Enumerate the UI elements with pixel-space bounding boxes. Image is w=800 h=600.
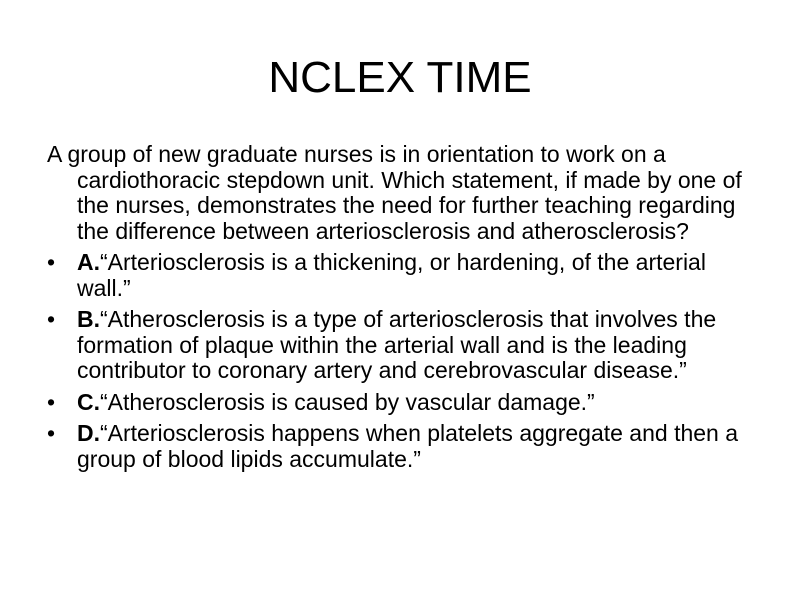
option-letter: D.	[77, 420, 100, 446]
answer-options	[47, 250, 747, 472]
slide-body	[47, 142, 747, 478]
question-text: A group of new graduate nurses is in orientation to work on a cardiothoracic stepdown unit. Which statement, if made by one of the nurses, demonstrates the need for further teaching regarding the difference between arteriosclerosis and atherosclerosis?	[47, 141, 742, 244]
option-text: “Arteriosclerosis is a thickening, or hardening, of the arterial wall.”	[77, 249, 706, 301]
answer-option-b	[47, 307, 747, 384]
option-letter: A.	[77, 249, 100, 275]
option-text: “Atherosclerosis is a type of arteriosclerosis that involves the formation of plaque within the arterial wall and is the leading contributor to coronary artery and cerebrovascular disease.”	[77, 306, 717, 383]
option-letter: B.	[77, 306, 100, 332]
answer-option-d	[47, 421, 747, 472]
slide-title: NCLEX TIME	[268, 53, 532, 102]
option-text: “Arteriosclerosis happens when platelets aggregate and then a group of blood lipids accumulate.”	[77, 420, 739, 472]
answer-option-a	[47, 250, 747, 301]
bullet-icon: •	[47, 388, 56, 415]
bullet-icon: •	[47, 249, 56, 275]
bullet-icon: •	[47, 420, 56, 446]
option-letter: C.	[77, 388, 100, 415]
answer-option-c	[47, 390, 747, 416]
option-text: “Atherosclerosis is caused by vascular damage.”	[100, 388, 595, 415]
bullet-icon: •	[47, 306, 56, 332]
